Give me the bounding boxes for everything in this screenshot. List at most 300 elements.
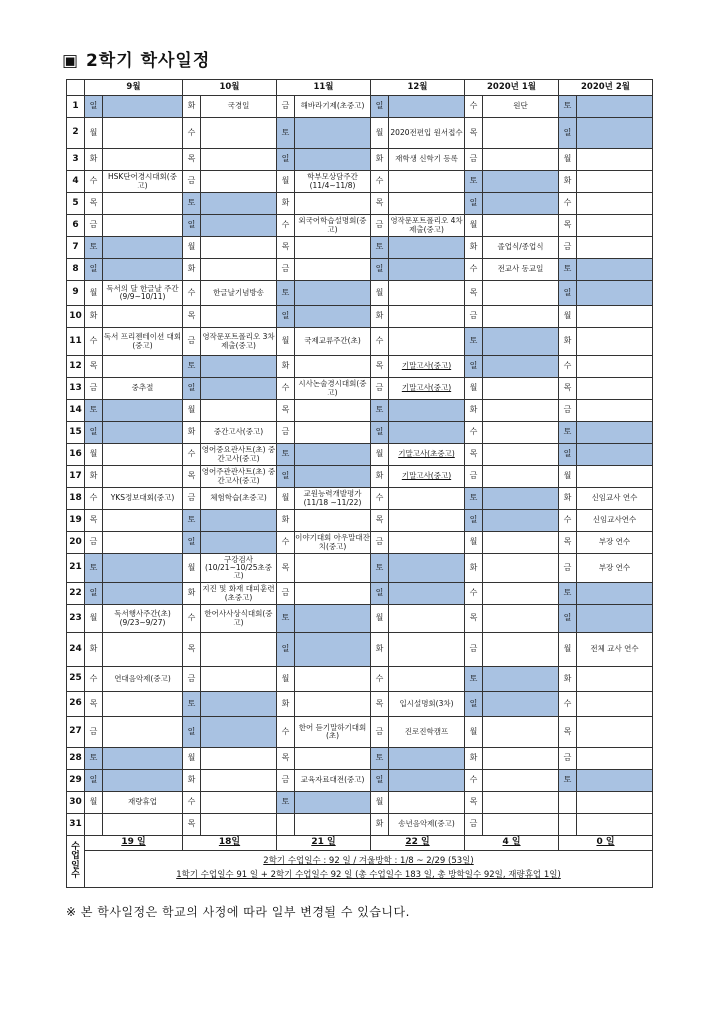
event-text: 재량휴업 — [128, 797, 157, 807]
event-cell — [389, 692, 465, 717]
event-cell — [577, 149, 653, 171]
event-text: 영작문포트폴리오 4차 제출(중고) — [390, 216, 463, 234]
day-row — [67, 633, 653, 667]
event-cell — [201, 149, 277, 171]
summary-days — [85, 836, 183, 851]
weekday-cell: 화 — [371, 814, 389, 836]
weekday-cell: 일 — [465, 510, 483, 532]
event-cell — [201, 400, 277, 422]
weekday-cell: 금 — [277, 770, 295, 792]
weekday-cell — [559, 792, 577, 814]
day-row — [67, 532, 653, 554]
summary-days — [559, 836, 653, 851]
weekday-cell: 금 — [85, 717, 103, 748]
day-row — [67, 667, 653, 692]
event-text: 교원능력개발평가 (11/18 ~11/22) — [303, 489, 362, 507]
weekday-cell: 금 — [559, 554, 577, 583]
weekday-cell: 화 — [371, 306, 389, 328]
event-cell — [389, 717, 465, 748]
weekday-cell: 화 — [277, 193, 295, 215]
event-cell — [201, 328, 277, 356]
weekday-cell: 월 — [465, 532, 483, 554]
weekday-cell: 목 — [183, 306, 201, 328]
weekday-cell: 금 — [85, 215, 103, 237]
weekday-cell: 일 — [465, 193, 483, 215]
weekday-cell: 금 — [371, 717, 389, 748]
weekday-cell: 목 — [371, 510, 389, 532]
event-cell — [201, 554, 277, 583]
day-row — [67, 692, 653, 717]
weekday-cell: 토 — [559, 259, 577, 281]
weekday-cell: 금 — [183, 488, 201, 510]
event-cell — [389, 510, 465, 532]
weekday-cell: 화 — [85, 306, 103, 328]
day-row — [67, 605, 653, 633]
event-cell — [389, 667, 465, 692]
event-cell — [201, 193, 277, 215]
month-header: 10월 — [183, 80, 277, 96]
weekday-cell: 토 — [277, 444, 295, 466]
weekday-cell: 일 — [559, 281, 577, 306]
weekday-cell: 월 — [85, 444, 103, 466]
event-cell — [295, 378, 371, 400]
event-cell — [389, 149, 465, 171]
summary-days-text: 22 일 — [405, 837, 430, 848]
event-cell — [295, 281, 371, 306]
weekday-cell: 수 — [559, 356, 577, 378]
event-cell — [483, 510, 559, 532]
weekday-cell: 화 — [371, 466, 389, 488]
weekday-cell: 토 — [183, 356, 201, 378]
event-cell — [103, 400, 183, 422]
month-header: 9월 — [85, 80, 183, 96]
event-cell — [201, 356, 277, 378]
weekday-cell: 화 — [277, 692, 295, 717]
event-text: 이야기대회 아우말대잔치(중고) — [295, 533, 370, 551]
event-cell — [201, 96, 277, 118]
event-text: 국제교류주간(초) — [304, 336, 361, 346]
event-cell — [295, 193, 371, 215]
weekday-cell: 목 — [183, 149, 201, 171]
weekday-cell: 토 — [465, 667, 483, 692]
event-cell — [577, 792, 653, 814]
day-number: 6 — [67, 215, 85, 237]
weekday-cell: 월 — [85, 118, 103, 149]
weekday-cell: 화 — [85, 149, 103, 171]
weekday-cell: 목 — [277, 748, 295, 770]
event-cell — [483, 605, 559, 633]
weekday-cell: 목 — [371, 193, 389, 215]
weekday-cell: 수 — [371, 667, 389, 692]
event-cell — [483, 328, 559, 356]
event-cell — [201, 692, 277, 717]
weekday-cell: 금 — [183, 667, 201, 692]
event-cell — [295, 149, 371, 171]
weekday-cell: 수 — [183, 792, 201, 814]
weekday-cell: 금 — [371, 378, 389, 400]
weekday-cell: 월 — [559, 466, 577, 488]
weekday-cell: 목 — [465, 444, 483, 466]
weekday-cell: 목 — [465, 605, 483, 633]
event-cell — [295, 814, 371, 836]
day-number: 1 — [67, 96, 85, 118]
day-number: 10 — [67, 306, 85, 328]
summary-days-text: 18일 — [218, 837, 241, 848]
weekday-cell: 화 — [85, 633, 103, 667]
summary-days-text: 4 일 — [502, 837, 521, 848]
weekday-cell: 화 — [559, 667, 577, 692]
event-cell — [295, 328, 371, 356]
weekday-cell: 수 — [371, 488, 389, 510]
weekday-cell: 토 — [183, 193, 201, 215]
event-cell — [295, 259, 371, 281]
event-cell — [389, 532, 465, 554]
weekday-cell: 월 — [183, 400, 201, 422]
event-cell — [483, 378, 559, 400]
weekday-cell: 목 — [85, 356, 103, 378]
month-header: 12월 — [371, 80, 465, 96]
event-text: 체험학습(초중고) — [210, 493, 267, 503]
event-cell — [389, 792, 465, 814]
day-number: 29 — [67, 770, 85, 792]
day-number: 27 — [67, 717, 85, 748]
event-cell — [201, 717, 277, 748]
day-number: 12 — [67, 356, 85, 378]
weekday-cell: 화 — [183, 770, 201, 792]
weekday-cell: 일 — [277, 306, 295, 328]
footer-row — [67, 851, 653, 888]
event-cell — [389, 171, 465, 193]
weekday-cell: 금 — [465, 306, 483, 328]
event-cell — [389, 466, 465, 488]
event-text: 영작문포트폴리오 3차 제출(중고) — [202, 332, 275, 350]
weekday-cell: 토 — [85, 400, 103, 422]
weekday-cell: 화 — [559, 328, 577, 356]
weekday-cell: 목 — [465, 118, 483, 149]
event-cell — [483, 466, 559, 488]
weekday-cell: 월 — [559, 306, 577, 328]
event-cell — [577, 281, 653, 306]
event-cell — [577, 237, 653, 259]
weekday-cell: 화 — [465, 400, 483, 422]
weekday-cell: 화 — [85, 466, 103, 488]
weekday-cell: 일 — [183, 532, 201, 554]
day-number: 16 — [67, 444, 85, 466]
day-row — [67, 215, 653, 237]
event-text: 2020전편입 원서접수 — [390, 127, 463, 137]
weekday-cell: 금 — [183, 328, 201, 356]
weekday-cell: 월 — [371, 792, 389, 814]
weekday-cell: 화 — [183, 96, 201, 118]
day-number: 2 — [67, 118, 85, 149]
weekday-cell: 토 — [371, 237, 389, 259]
weekday-cell: 일 — [559, 118, 577, 149]
event-cell — [201, 171, 277, 193]
event-cell — [103, 814, 183, 836]
event-cell — [103, 554, 183, 583]
event-cell — [295, 667, 371, 692]
weekday-cell: 수 — [465, 96, 483, 118]
event-cell — [103, 281, 183, 306]
event-cell — [483, 792, 559, 814]
event-cell — [389, 378, 465, 400]
event-text: 재학생 신학기 등록 — [395, 154, 458, 164]
event-cell — [295, 215, 371, 237]
event-cell — [577, 717, 653, 748]
event-cell — [577, 466, 653, 488]
event-text: 부장 연수 — [598, 562, 631, 572]
event-cell — [483, 554, 559, 583]
weekday-cell — [85, 814, 103, 836]
event-cell — [483, 356, 559, 378]
event-text: 독서의 달 한글날 주간 (9/9~10/11) — [106, 283, 179, 301]
weekday-cell: 토 — [85, 748, 103, 770]
event-cell — [295, 554, 371, 583]
event-cell — [389, 400, 465, 422]
day-number: 14 — [67, 400, 85, 422]
event-cell — [483, 281, 559, 306]
event-cell — [295, 717, 371, 748]
day-number: 19 — [67, 510, 85, 532]
event-cell — [103, 770, 183, 792]
event-cell — [389, 633, 465, 667]
summary-label — [67, 836, 85, 888]
event-text: 구강검사 (10/21~10/25초중고) — [205, 554, 272, 581]
event-cell — [577, 306, 653, 328]
weekday-cell: 토 — [85, 554, 103, 583]
event-text: 기말고사(초중고) — [398, 449, 455, 459]
event-cell — [483, 171, 559, 193]
weekday-cell: 금 — [277, 583, 295, 605]
event-cell — [577, 171, 653, 193]
event-cell — [295, 422, 371, 444]
event-cell — [483, 444, 559, 466]
event-cell — [389, 215, 465, 237]
event-text: 기말고사(중고) — [401, 361, 452, 371]
event-cell — [103, 215, 183, 237]
event-cell — [201, 259, 277, 281]
weekday-cell: 일 — [559, 605, 577, 633]
day-number: 23 — [67, 605, 85, 633]
weekday-cell: 토 — [277, 605, 295, 633]
event-cell — [295, 748, 371, 770]
event-cell — [295, 400, 371, 422]
event-cell — [201, 466, 277, 488]
event-cell — [201, 583, 277, 605]
weekday-cell: 토 — [277, 792, 295, 814]
event-cell — [295, 792, 371, 814]
event-cell — [295, 692, 371, 717]
event-text: 해바라기제(초중고) — [300, 101, 365, 111]
event-cell — [389, 422, 465, 444]
day-row — [67, 814, 653, 836]
event-cell — [103, 488, 183, 510]
event-cell — [483, 237, 559, 259]
weekday-cell: 금 — [277, 422, 295, 444]
weekday-cell: 월 — [559, 149, 577, 171]
summary-days — [371, 836, 465, 851]
event-cell — [295, 444, 371, 466]
event-text: 졸업식/종업식 — [497, 242, 544, 252]
day-number: 21 — [67, 554, 85, 583]
summary-days-text: 21 일 — [311, 837, 336, 848]
event-cell — [577, 259, 653, 281]
day-number: 3 — [67, 149, 85, 171]
event-cell — [103, 171, 183, 193]
weekday-cell: 화 — [183, 259, 201, 281]
weekday-cell: 월 — [183, 237, 201, 259]
event-cell — [577, 96, 653, 118]
weekday-cell: 월 — [371, 444, 389, 466]
weekday-cell: 월 — [183, 554, 201, 583]
weekday-cell: 화 — [183, 422, 201, 444]
event-cell — [103, 149, 183, 171]
day-row — [67, 792, 653, 814]
event-cell — [577, 583, 653, 605]
weekday-cell: 금 — [277, 96, 295, 118]
event-text: 국경일 — [227, 101, 250, 111]
summary-days — [465, 836, 559, 851]
event-cell — [201, 748, 277, 770]
weekday-cell: 토 — [85, 237, 103, 259]
event-cell — [103, 605, 183, 633]
day-row — [67, 583, 653, 605]
event-cell — [295, 605, 371, 633]
event-cell — [483, 748, 559, 770]
weekday-cell: 수 — [85, 171, 103, 193]
event-text: 신임교사연수 — [592, 515, 637, 525]
event-cell — [577, 328, 653, 356]
weekday-cell: 금 — [85, 532, 103, 554]
event-cell — [295, 237, 371, 259]
event-cell — [103, 378, 183, 400]
weekday-cell — [277, 814, 295, 836]
event-cell — [103, 444, 183, 466]
weekday-cell: 수 — [183, 444, 201, 466]
event-cell — [389, 488, 465, 510]
day-number: 9 — [67, 281, 85, 306]
month-header: 2020년 2월 — [559, 80, 653, 96]
weekday-cell: 일 — [465, 692, 483, 717]
weekday-cell: 월 — [85, 605, 103, 633]
event-text: 송년음악제(중고) — [398, 819, 455, 829]
day-row — [67, 328, 653, 356]
weekday-cell: 일 — [85, 259, 103, 281]
event-cell — [201, 633, 277, 667]
weekday-cell: 일 — [277, 466, 295, 488]
weekday-cell: 목 — [559, 215, 577, 237]
weekday-cell: 화 — [371, 633, 389, 667]
weekday-cell: 금 — [277, 259, 295, 281]
weekday-cell: 일 — [371, 583, 389, 605]
event-cell — [201, 378, 277, 400]
event-cell — [483, 259, 559, 281]
weekday-cell: 일 — [371, 96, 389, 118]
weekday-cell: 금 — [559, 237, 577, 259]
weekday-cell: 수 — [85, 488, 103, 510]
weekday-cell: 수 — [559, 692, 577, 717]
weekday-cell: 목 — [277, 554, 295, 583]
weekday-cell: 수 — [277, 215, 295, 237]
weekday-cell: 화 — [559, 171, 577, 193]
event-cell — [389, 281, 465, 306]
weekday-cell: 일 — [85, 770, 103, 792]
weekday-cell: 목 — [465, 281, 483, 306]
event-text: 원단 — [513, 101, 528, 111]
event-cell — [201, 792, 277, 814]
day-number: 4 — [67, 171, 85, 193]
event-cell — [577, 532, 653, 554]
day-number: 15 — [67, 422, 85, 444]
event-cell — [483, 118, 559, 149]
weekday-cell: 토 — [183, 510, 201, 532]
weekday-cell: 월 — [371, 281, 389, 306]
weekday-cell: 토 — [465, 171, 483, 193]
day-row — [67, 171, 653, 193]
event-cell — [201, 532, 277, 554]
weekday-cell: 월 — [277, 328, 295, 356]
event-cell — [483, 717, 559, 748]
weekday-cell: 수 — [183, 281, 201, 306]
event-cell — [103, 510, 183, 532]
day-number: 20 — [67, 532, 85, 554]
day-row — [67, 554, 653, 583]
day-row — [67, 378, 653, 400]
weekday-cell: 화 — [183, 583, 201, 605]
event-cell — [295, 532, 371, 554]
event-text: 한어 듣기말하기대회(초) — [298, 722, 367, 740]
event-cell — [577, 748, 653, 770]
event-cell — [577, 118, 653, 149]
weekday-cell: 금 — [559, 748, 577, 770]
weekday-cell: 토 — [559, 770, 577, 792]
weekday-cell: 금 — [465, 466, 483, 488]
event-cell — [103, 96, 183, 118]
footer-line-1: 2학기 수업일수 : 92 일 / 겨울방학 : 1/8 ~ 2/29 (53일) — [263, 856, 474, 867]
event-text: 지진 및 화재 대피훈련(초중고) — [202, 584, 275, 602]
event-cell — [577, 605, 653, 633]
event-cell — [389, 237, 465, 259]
event-text: YKS정보대회(중고) — [110, 493, 175, 503]
summary-label-text: 수업일수 — [71, 841, 80, 880]
event-cell — [103, 422, 183, 444]
event-cell — [483, 149, 559, 171]
weekday-cell: 일 — [371, 422, 389, 444]
footnote: ※ 본 학사일정은 학교의 사정에 따라 일부 변경될 수 있습니다. — [66, 905, 410, 919]
day-row — [67, 400, 653, 422]
event-cell — [577, 215, 653, 237]
weekday-cell: 화 — [277, 510, 295, 532]
weekday-cell: 화 — [277, 356, 295, 378]
weekday-cell: 수 — [465, 770, 483, 792]
event-text: 중간고사(중고) — [213, 427, 264, 437]
weekday-cell: 월 — [85, 792, 103, 814]
weekday-cell: 화 — [465, 554, 483, 583]
event-cell — [295, 583, 371, 605]
month-header: 2020년 1월 — [465, 80, 559, 96]
event-cell — [483, 667, 559, 692]
weekday-cell: 목 — [371, 356, 389, 378]
weekday-cell: 일 — [85, 422, 103, 444]
event-text: 기말고사(중고) — [401, 383, 452, 393]
weekday-cell: 수 — [85, 667, 103, 692]
weekday-cell: 수 — [371, 171, 389, 193]
event-cell — [295, 96, 371, 118]
weekday-cell: 수 — [465, 583, 483, 605]
weekday-cell: 월 — [371, 118, 389, 149]
month-header-row — [67, 80, 653, 96]
day-row — [67, 488, 653, 510]
